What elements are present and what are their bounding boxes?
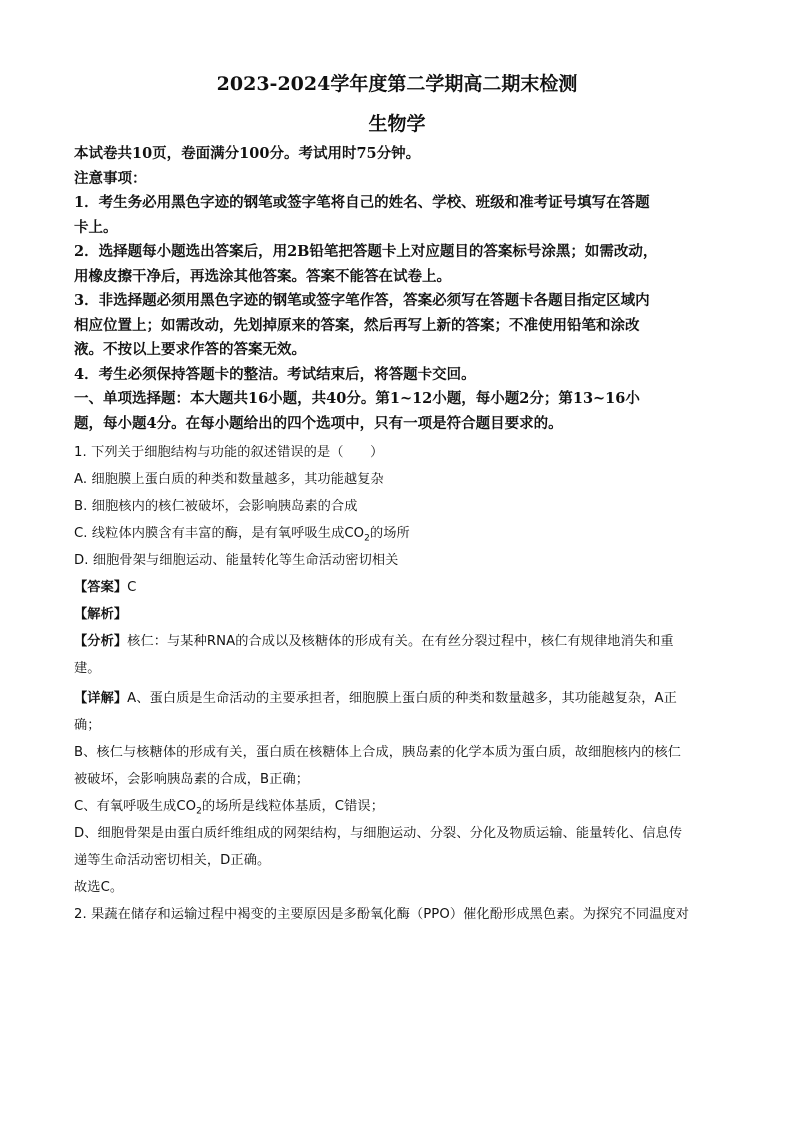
exam-title: 2023-2024学年度第二学期高二期末检测 — [216, 73, 578, 95]
notice-line: 1．考生务必用黑色字迹的钢笔或签字笔将自己的姓名、学校、班级和准考证号填写在答题 — [74, 194, 650, 211]
question-1-option-b: B. 细胞核内的核仁被破坏，会影响胰岛素的合成 — [74, 499, 358, 514]
fenxi-text: 核仁：与某种RNA的合成以及核糖体的形成有关。在有丝分裂过程中，核仁有规律地消失和重 — [127, 634, 674, 649]
xiangjie-line — [74, 793, 720, 820]
subscript: 2 — [364, 533, 370, 544]
exam-subject: 生物学 — [368, 113, 426, 135]
notice-line: 卡上。 — [74, 218, 118, 236]
question-2-stem: 2. 果蔬在储存和运输过程中褐变的主要原因是多酚氧化酶（PPO）催化酚形成黑色素。为探究不同温度对 — [74, 907, 690, 922]
subscript: 2 — [196, 806, 202, 817]
notice-line: 2．选择题每小题选出答案后，用2B铅笔把答题卡上对应题目的答案标号涂黑；如需改动， — [74, 243, 658, 260]
xiangjie-line: 递等生命活动密切相关，D正确。 — [74, 853, 271, 868]
fenxi-tag: 【分析】 — [74, 634, 128, 649]
question-1-stem: 1. 下列关于细胞结构与功能的叙述错误的是（ ） — [74, 445, 384, 460]
xiangjie-line: D、细胞骨架是由蛋白质纤维组成的网架结构，与细胞运动、分裂、分化及物质运输、能量转化、信息传 — [74, 826, 683, 841]
xiangjie-line — [74, 685, 720, 712]
notice-line: 用橡皮擦干净后，再选涂其他答案。答案不能答在试卷上。 — [74, 267, 451, 285]
xiangjie-line: 被破坏，会影响胰岛素的合成，B正确； — [74, 772, 310, 787]
jiexi-tag: 【解析】 — [74, 607, 128, 622]
section-heading: 一、单项选择题：本大题共16小题，共40分。第1~12小题，每小题2分；第13~16小 — [74, 390, 640, 407]
notice-line: 液。不按以上要求作答的答案无效。 — [74, 341, 306, 358]
notice-line: 相应位置上；如需改动，先划掉原来的答案，然后再写上新的答案；不准使用铅笔和涂改 — [74, 316, 640, 334]
fenxi-line: 建。 — [74, 661, 101, 676]
notice-line: 4．考生必须保持答题卡的整洁。考试结束后，将答题卡交回。 — [74, 365, 476, 383]
answer-line — [74, 574, 720, 601]
question-1-option-a: A. 细胞膜上蛋白质的种类和数量越多，其功能越复杂 — [74, 472, 384, 487]
question-1-option-d: D. 细胞骨架与细胞运动、能量转化等生命活动密切相关 — [74, 553, 399, 568]
answer-tag: 【答案】 — [74, 580, 128, 595]
jiexi-line — [74, 601, 720, 628]
fenxi-line — [74, 628, 720, 655]
xiangjie-text: A、蛋白质是生命活动的主要承担者，细胞膜上蛋白质的种类和数量越多，其功能越复杂，A正 — [127, 691, 677, 706]
xiangjie-text: C、有氧呼吸生成CO — [74, 799, 197, 814]
exam-page — [74, 66, 720, 928]
xiangjie-tag: 【详解】 — [74, 691, 128, 706]
exam-intro: 本试卷共10页，卷面满分100分。考试用时75分钟。 — [74, 145, 421, 162]
xiangjie-line: 确； — [74, 718, 101, 733]
xiangjie-line: B、核仁与核糖体的形成有关，蛋白质在核糖体上合成，胰岛素的化学本质为蛋白质，故细胞核内的核仁 — [74, 745, 682, 760]
notice-line: 3．非选择题必须用黑色字迹的钢笔或签字笔作答，答案必须写在答题卡各题目指定区域内 — [74, 292, 650, 309]
notice-heading: 注意事项： — [74, 169, 147, 187]
xiangjie-text: 的场所是线粒体基质，C错误； — [201, 799, 384, 814]
conclusion-line: 故选C。 — [74, 880, 124, 895]
option-c-text: C. 线粒体内膜含有丰富的酶，是有氧呼吸生成CO — [74, 526, 365, 541]
section-heading: 题，每小题4分。在每小题给出的四个选项中，只有一项是符合题目要求的。 — [74, 414, 563, 432]
answer-value: C — [127, 580, 137, 595]
option-c-text: 的场所 — [369, 526, 410, 541]
question-1-option-c — [74, 520, 720, 547]
